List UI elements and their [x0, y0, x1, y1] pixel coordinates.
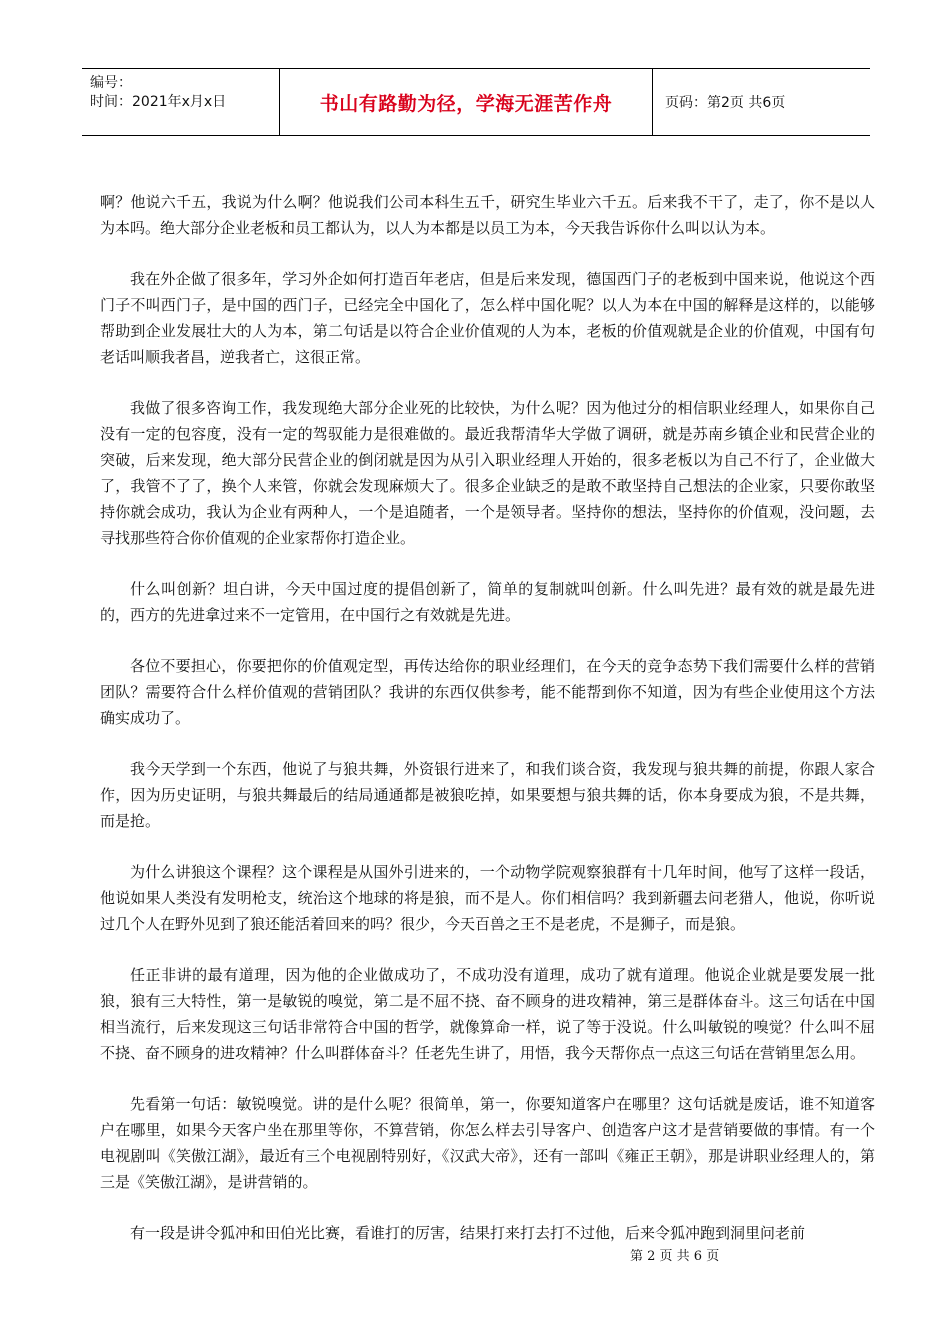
document-number-label: 编号：: [90, 75, 132, 91]
body-paragraph: 各位不要担心，你要把你的价值观定型，再传达给你的职业经理们，在今天的竞争态势下我们需要什么样的营销团队？需要符合什么样价值观的营销团队？我讲的东西仅供参考，能不能帮到你不知道，因为有些企业使用这个方法确实成功了。: [100, 657, 875, 727]
document-body: [100, 189, 875, 1271]
body-paragraph: 我今天学到一个东西，他说了与狼共舞，外资银行进来了，和我们谈合资，我发现与狼共舞的前提，你跟人家合作，因为历史证明，与狼共舞最后的结局通通都是被狼吃掉，如果要想与狼共舞的话，你本身要成为狼，不是共舞，而是抢。: [100, 760, 875, 830]
header-page-info: 页码：第2页 共6页: [665, 95, 786, 111]
body-paragraph: 啊？他说六千五，我说为什么啊？他说我们公司本科生五千，研究生毕业六千五。后来我不干了，走了，你不是以人为本吗。绝大部分企业老板和员工都认为，以人为本都是以员工为本，今天我告诉你什么叫以认为本。: [100, 193, 875, 237]
header-motto: 书山有路勤为径，学海无涯苦作舟: [280, 69, 653, 135]
body-paragraph: 为什么讲狼这个课程？这个课程是从国外引进来的，一个动物学院观察狼群有十几年时间，他写了这样一段话，他说如果人类没有发明枪支，统治这个地球的将是狼，而不是人。你们相信吗？我到新疆去问老猎人，他说，你听说过几个人在野外见到了狼还能活着回来的吗？很少，今天百兽之王不是老虎，不是狮子，而是狼。: [100, 863, 875, 933]
body-paragraph: 什么叫创新？坦白讲，今天中国过度的提倡创新了，简单的复制就叫创新。什么叫先进？最有效的就是最先进的，西方的先进拿过来不一定管用，在中国行之有效就是先进。: [100, 580, 875, 624]
body-paragraph: 有一段是讲令狐冲和田伯光比赛，看谁打的厉害，结果打来打去打不过他，后来令狐冲跑到洞里问老前: [130, 1224, 806, 1242]
page-footer: 第 2 页 共 6 页: [630, 1249, 720, 1264]
document-header: [82, 68, 870, 136]
body-paragraph: 我在外企做了很多年，学习外企如何打造百年老店，但是后来发现，德国西门子的老板到中国来说，他说这个西门子不叫西门子，是中国的西门子，已经完全中国化了，怎么样中国化呢？以人为本在中国的解释是这样的，以能够帮助到企业发展壮大的人为本，第二句话是以符合企业价值观的人为本，老板的价值观就是企业的价值观，中国有句老话叫顺我者昌，逆我者亡，这很正常。: [100, 270, 875, 366]
body-paragraph: 任正非讲的最有道理，因为他的企业做成功了，不成功没有道理，成功了就有道理。他说企业就是要发展一批狼，狼有三大特性，第一是敏锐的嗅觉，第二是不屈不挠、奋不顾身的进攻精神，第三是群体奋斗。这三句话在中国相当流行，后来发现这三句话非常符合中国的哲学，就像算命一样，说了等于没说。什么叫敏锐的嗅觉？什么叫不屈不挠、奋不顾身的进攻精神？什么叫群体奋斗？任老先生讲了，用悟，我今天帮你点一点这三句话在营销里怎么用。: [100, 966, 875, 1062]
document-date-label: 时间：2021年x月x日: [90, 94, 227, 110]
body-paragraph: 我做了很多咨询工作，我发现绝大部分企业死的比较快，为什么呢？因为他过分的相信职业经理人，如果你自己没有一定的包容度，没有一定的驾驭能力是很难做的。最近我帮清华大学做了调研，就是苏南乡镇企业和民营企业的突破，后来发现，绝大部分民营企业的倒闭就是因为从引入职业经理人开始的，很多老板以为自己不行了，企业做大了，我管不了了，换个人来管，你就会发现麻烦大了。很多企业缺乏的是敢不敢坚持自己想法的企业家，只要你敢坚持你就会成功，我认为企业有两种人，一个是追随者，一个是领导者。坚持你的想法，坚持你的价值观，没问题，去寻找那些符合你价值观的企业家帮你打造企业。: [100, 399, 875, 547]
body-paragraph: 先看第一句话：敏锐嗅觉。讲的是什么呢？很简单，第一，你要知道客户在哪里？这句话就是废话，谁不知道客户在哪里，如果今天客户坐在那里等你，不算营销，你怎么样去引导客户、创造客户这才是营销要做的事情。有一个电视剧叫《笑傲江湖》，最近有三个电视剧特别好，《汉武大帝》，还有一部叫《雍正王朝》，那是讲职业经理人的，第三是《笑傲江湖》，是讲营销的。: [100, 1095, 875, 1191]
header-meta-cell: [82, 69, 280, 135]
